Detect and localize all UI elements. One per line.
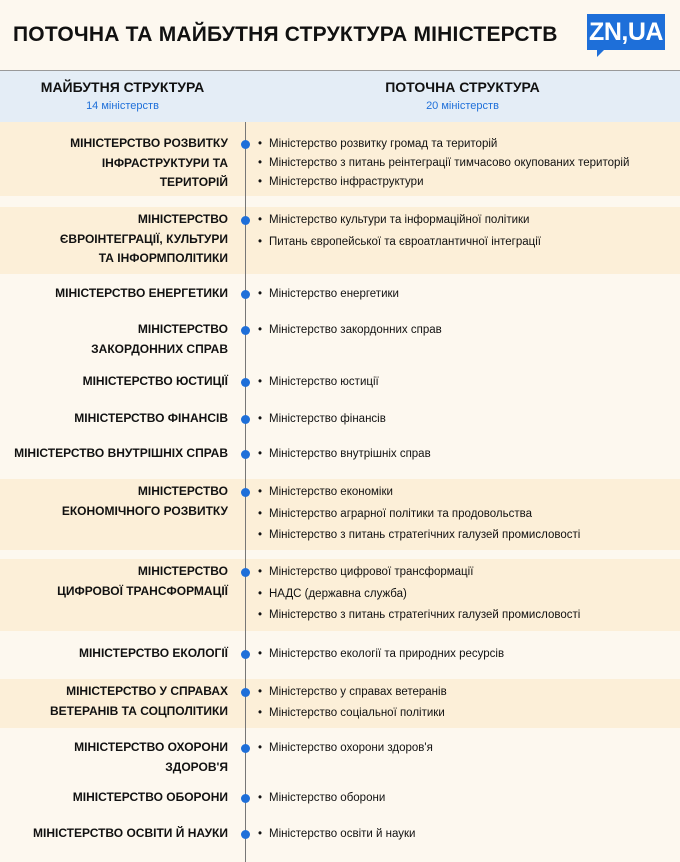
current-ministry-item: • Міністерство у справах ветеранів (258, 685, 447, 700)
logo-tail-shape (597, 49, 605, 57)
future-ministry-line: МІНІСТЕРСТВО РОЗВИТКУ (70, 136, 228, 150)
future-ministry-line: ЗАКОРДОННИХ СПРАВ (91, 341, 228, 356)
future-ministry-line: МІНІСТЕРСТВО (137, 484, 228, 498)
table-header (0, 70, 680, 123)
current-ministry-item: • Міністерство з питань стратегічних галузей промисловості (258, 608, 580, 623)
future-ministry-line: МІНІСТЕРСТВО ОСВІТИ Й НАУКИ (32, 826, 228, 840)
future-ministry (0, 644, 228, 664)
future-structure-header (0, 79, 245, 112)
current-ministry-item: • Міністерство цифрової трансформації (258, 565, 473, 580)
future-ministry (0, 134, 228, 193)
future-ministry-line: ЕКОНОМІЧНОГО РОЗВИТКУ (61, 503, 228, 518)
current-ministry-item: • Міністерство внутрішніх справ (258, 447, 431, 462)
zn-ua-logo[interactable]: ZN,UA (587, 14, 665, 50)
future-ministry (0, 824, 228, 844)
current-ministry-item: • Міністерство з питань стратегічних галузей промисловості (258, 528, 580, 543)
future-ministry-line: МІНІСТЕРСТВО ОБОРОНИ (72, 790, 228, 804)
future-ministry-line: ІНФРАСТРУКТУРИ ТА (101, 155, 228, 170)
current-ministry-item: • Міністерство фінансів (258, 412, 386, 427)
current-structure-title: ПОТОЧНА СТРУКТУРА (385, 79, 540, 95)
page-title: ПОТОЧНА ТА МАЙБУТНЯ СТРУКТУРА МІНІСТЕРСТВ (13, 23, 558, 46)
future-structure-title: МАЙБУТНЯ СТРУКТУРА (40, 79, 205, 95)
future-ministry (0, 562, 228, 601)
future-ministry (0, 682, 228, 721)
future-ministry-line: ЄВРОІНТЕГРАЦІЇ, КУЛЬТУРИ (59, 231, 228, 246)
future-ministry-line: МІНІСТЕРСТВО ЕНЕРГЕТИКИ (55, 286, 228, 300)
current-ministry-item: • Міністерство оборони (258, 791, 385, 806)
future-ministry-line: МІНІСТЕРСТВО (137, 212, 228, 226)
timeline-dot (241, 650, 250, 659)
future-ministry (0, 409, 228, 429)
future-ministry-line: МІНІСТЕРСТВО У СПРАВАХ (66, 684, 228, 698)
future-ministry-line: МІНІСТЕРСТВО (137, 322, 228, 336)
timeline-dot (241, 415, 250, 424)
current-ministry-item: • Міністерство закордонних справ (258, 323, 442, 338)
top-bar (0, 0, 680, 70)
current-ministry-item: • Міністерство освіти й науки (258, 827, 415, 842)
current-ministry-item: • Міністерство юстиції (258, 375, 379, 390)
future-ministry-line: МІНІСТЕРСТВО ФІНАНСІВ (74, 411, 228, 425)
timeline-dot (241, 216, 250, 225)
future-structure-count: 14 міністерств (86, 100, 159, 112)
timeline-dot (241, 688, 250, 697)
future-ministry (0, 372, 228, 392)
future-ministry-line: МІНІСТЕРСТВО ОХОРОНИ (74, 740, 228, 754)
timeline-dot (241, 568, 250, 577)
future-ministry-line: ЗДОРОВ'Я (165, 759, 228, 774)
future-ministry-line: МІНІСТЕРСТВО ЮСТИЦІЇ (82, 374, 228, 388)
current-ministry-item: • Міністерство культури та інформаційної політики (258, 213, 529, 228)
current-structure-count: 20 міністерств (426, 100, 499, 112)
future-ministry (0, 284, 228, 304)
timeline-dot (241, 450, 250, 459)
current-ministry-item: • Міністерство економіки (258, 485, 393, 500)
current-ministry-item: • Міністерство екології та природних ресурсів (258, 647, 504, 662)
future-ministry-line: МІНІСТЕРСТВО ВНУТРІШНІХ СПРАВ (14, 446, 228, 460)
timeline-dot (241, 378, 250, 387)
timeline-dot (241, 326, 250, 335)
timeline-dot (241, 794, 250, 803)
current-structure-header (245, 79, 680, 112)
future-ministry-line: МІНІСТЕРСТВО ЕКОЛОГІЇ (78, 646, 228, 660)
future-ministry (0, 444, 228, 464)
future-ministry (0, 738, 228, 777)
timeline-dot (241, 488, 250, 497)
future-ministry-line: МІНІСТЕРСТВО (137, 564, 228, 578)
current-ministry-item: • Міністерство енергетики (258, 287, 399, 302)
future-ministry (0, 320, 228, 359)
future-ministry (0, 210, 228, 269)
timeline-dot (241, 744, 250, 753)
current-ministry-item: • Міністерство розвитку громад та територій (258, 137, 497, 152)
current-ministry-item: • Міністерство охорони здоров'я (258, 741, 433, 756)
current-ministry-item: • Питань європейської та євроатлантичної інтеграції (258, 235, 541, 250)
future-ministry-line: ВЕТЕРАНІВ ТА СОЦПОЛІТИКИ (50, 703, 228, 718)
timeline-dot (241, 290, 250, 299)
timeline-dot (241, 140, 250, 149)
current-ministry-item: • Міністерство інфраструктури (258, 175, 424, 190)
future-ministry (0, 482, 228, 521)
current-ministry-item: • Міністерство з питань реінтеграції тимчасово окупованих територій (258, 156, 629, 171)
future-ministry-line: ТЕРИТОРІЙ (159, 175, 228, 189)
current-ministry-item: • Міністерство аграрної політики та продовольства (258, 507, 532, 522)
current-ministry-item: • НАДС (державна служба) (258, 587, 407, 602)
future-ministry (0, 788, 228, 808)
timeline-dot (241, 830, 250, 839)
current-ministry-item: • Міністерство соціальної політики (258, 706, 445, 721)
future-ministry-line: ТА ІНФОРМПОЛІТИКИ (98, 251, 228, 265)
future-ministry-line: ЦИФРОВОЇ ТРАНСФОРМАЦІЇ (57, 583, 228, 598)
